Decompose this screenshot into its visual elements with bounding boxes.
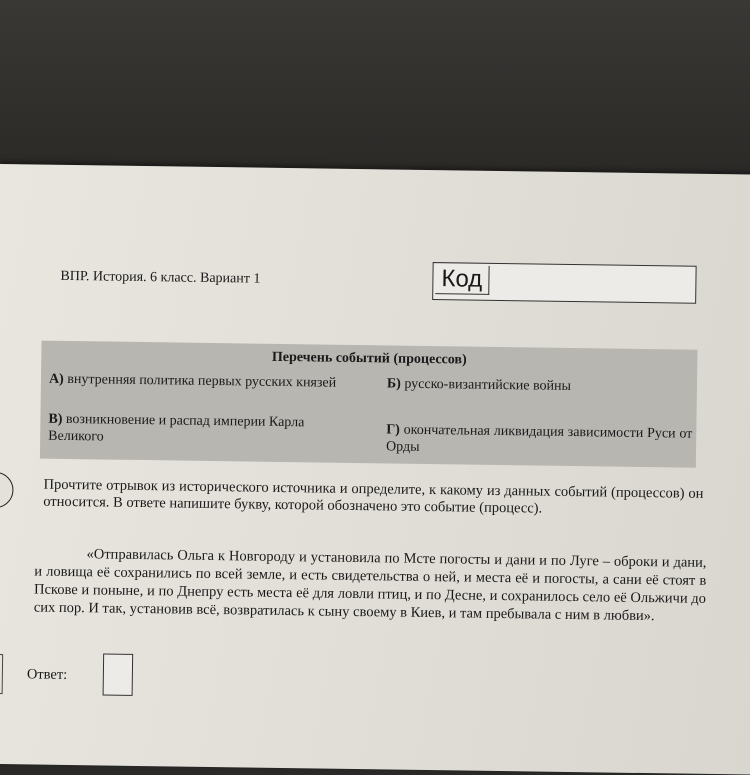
event-item-v: [48, 411, 358, 449]
event-text: русско-византийские войны: [404, 376, 572, 394]
event-letter: А): [48, 371, 64, 387]
code-label: Код: [435, 265, 489, 295]
event-item-b: [387, 375, 687, 396]
table-surface: [0, 0, 750, 170]
event-letter: Г): [386, 422, 401, 438]
source-quote: «Отправилась Ольга к Новгороду и установила по Мсте погосты и дани и по Луге – оброки и дани, и ловища её сохранились по всей земле, и есть свидетельства о ней, и места её и погосты, а сани её стоят в Пскове и поныне, и по Днепру есть места её для ловли птиц, и по Десне, и сохранилось село её Ольжичи до сих пор. И так, установив всё, возвратилась к сыну своему в Киев, и там пребывала с ним в любви».: [33, 546, 707, 625]
event-letter: Б): [386, 376, 401, 392]
event-item-a: [49, 371, 374, 393]
event-letter: В): [48, 411, 63, 427]
task-number: [0, 472, 14, 508]
event-text: возникновение и распад империи Карла Великого: [48, 411, 305, 445]
events-list-title: Перечень событий (процессов): [271, 349, 467, 368]
answer-label: Ответ:: [26, 666, 68, 683]
event-text: окончательная ликвидация зависимости Руси от Орды: [385, 422, 693, 455]
event-item-g: [386, 421, 692, 459]
task-instruction: Прочтите отрывок из исторического источника и определите, к какому из данных событий (процессов) он относится. В ответе напишите букву, которой обозначено это событие (процесс).: [43, 476, 704, 517]
code-field[interactable]: [432, 262, 697, 304]
margin-score-box: [0, 654, 3, 694]
exam-header: ВПР. История. 6 класс. Вариант 1: [60, 268, 261, 287]
answer-field[interactable]: [103, 653, 134, 695]
exam-page: [0, 164, 750, 775]
events-list-table: [40, 341, 698, 468]
event-text: внутренняя политика первых русских князей: [67, 371, 337, 391]
